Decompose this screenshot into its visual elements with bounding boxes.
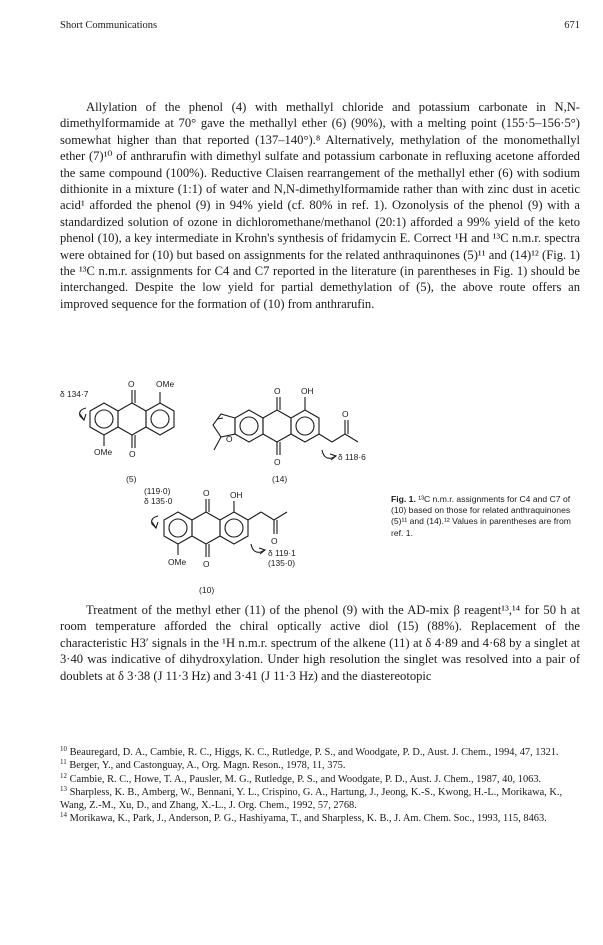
p1-line: Alternatively, methylation of the monomethallyl ether (7)¹⁰ of anthrarufin with (60, 132, 580, 164)
substituent-label: OH (301, 386, 314, 396)
reference-item: $^{10}$ Beauregard, D. A., Cambie, R. C., Higgs, K. C., Rutledge, P. S., and Woodgate, P. D., Aust. J. Chem., 1994, 47, 1321. (60, 745, 559, 758)
p2-line: diol (15) (88%). Replacement of the characteristic H3′ signals in the ¹H n.m.r. (60, 619, 580, 650)
p1-line: of ozone in dichloromethane/methanol (20:1) afforded a 99% yield of the keto (172, 214, 580, 229)
caption-text: ¹³C n.m.r. assignments for C4 and C7 of (10) based on those for related anthraquinones (5)¹¹ and (14).¹² Values in parentheses are from ref. 1. (391, 494, 571, 538)
reference-item: $^{12}$ Cambie, R. C., Howe, T. A., Pausler, M. G., Rutledge, P. S., and Woodgate, P. D., Aust. J. Chem., 1987, 40, 1063. (60, 771, 542, 785)
p1-line: the related anthraquinones (5)¹¹ and (14)¹² (Fig. 1) the ¹³C n.m.r. assignments (60, 247, 580, 279)
substituent-label: OH (230, 490, 243, 500)
p1-line: ¹H and ¹³C n.m.r. spectra were obtained for (10) but based on assignments for (60, 231, 580, 262)
p2-line: Treatment of the methyl ether (11) of the phenol (9) with the AD-mix β (86, 603, 460, 617)
p1-line: rather than with zinc dust in acetic acid¹ afforded the phenol (9) in 94% yield (60, 182, 580, 213)
substituent-label: O (226, 434, 233, 444)
p2-line: spectrum of the alkene (11) at δ 4·89 and 4·68 by a singlet at 3·40 was indicative (60, 635, 581, 667)
page-number: 671 (564, 20, 580, 31)
paragraph-dihydroxylation (60, 602, 580, 684)
shift-label: (119·0) (144, 486, 171, 496)
structure-5 (80, 390, 174, 448)
p1-line: interchanged. Despite the low yield for partial demethylation of (5), the above (60, 280, 493, 295)
substituent-label: OMe (94, 447, 113, 457)
journal-section: Short Communications (60, 20, 158, 31)
shift-label: (135·0) (268, 558, 295, 568)
substituent-label: O (203, 488, 210, 498)
substituent-label: O (203, 559, 210, 569)
figure-1 (60, 370, 580, 600)
structure-14 (213, 397, 358, 460)
reference-item: $^{11}$ Berger, Y., and Castonguay, A., Org. Magn. Reson., 1978, 11, 375. (60, 758, 346, 772)
compound-label: (5) (126, 474, 137, 484)
reference-item: $^{13}$ Sharpless, K. B., Amberg, W., Bennani, Y. L., Crispino, G. A., Hartung, J., Jeong, K.-S., Kwong, H.-L., Morikawa, K., Wang, Z.-M., Xu, D., and Zhang, X.-L., J. Org. Chem., 1992, 57, 2768. (60, 784, 563, 812)
shift-label: δ 134·7 (60, 389, 89, 399)
substituent-label: O (271, 536, 278, 546)
p2-line: reagent¹³,¹⁴ for 50 h at room temperature afforded the chiral optically active (60, 603, 580, 634)
substituent-label: O (129, 449, 136, 459)
p2-line: of doublets at δ 3·38 (J 11·3 Hz) and 3·41 (J 11·3 Hz) and the diastereotopic (60, 652, 581, 683)
p1-line: compound (100%). Reductive Claisen rearrangement of the methallyl ether (6) (109, 165, 513, 180)
substituent-label: O (274, 386, 281, 396)
p1-line: with sodium dithionite in a mixture (1:1) of water and N,N-dimethylformamide (60, 165, 581, 197)
p2-line: of dihydroxylation. Under high resolution the singlet was resolved into a pair (164, 652, 566, 667)
structure-10 (152, 499, 287, 557)
compound-label: (10) (199, 585, 215, 595)
footnote-references (60, 746, 580, 826)
compound-label: (14) (272, 474, 288, 484)
p1-line: Allylation of the phenol (4) with methallyl chloride and potassium carbonate (86, 100, 528, 114)
substituent-label: O (128, 379, 135, 389)
paragraph-allylation (60, 99, 580, 312)
substituent-label: OMe (168, 557, 187, 567)
p1-line: for C4 and C7 reported in the literature (in parentheses in Fig. 1) should be (196, 264, 580, 279)
running-header (60, 20, 580, 34)
p1-line: melting point (155·5–156·5°) somewhat higher than that reported (137–140°).⁸ (60, 116, 580, 147)
substituent-label: O (274, 457, 281, 467)
p1-line: phenol (10), a key intermediate in Krohn's synthesis of fridamycin E. Correct (60, 231, 452, 246)
reference-item: $^{14}$ Morikawa, K., Park, J., Anderson, P. G., Hashiyama, T., and Sharpless, K. B., J. Am. Chem. Soc., 1993, 115, 8463. (60, 811, 547, 825)
p1-line: dimethyl sulfate and potassium carbonate in refluxing acetone afforded the same (60, 149, 580, 180)
p1-line: (cf. 80% in ref. 1). Ozonolysis of the phenol (9) with a standardized solution (60, 198, 580, 229)
shift-label: δ 135·0 (144, 496, 173, 506)
p1-line: route offers an improved sequence for the formation of (10) from anthrarufin. (60, 280, 581, 311)
figure-caption (391, 494, 581, 539)
shift-label: δ 118·6 (338, 452, 366, 462)
p1-line: in N,N-dimethylformamide at 70° gave the methallyl ether (6) (90%), with a (60, 100, 581, 131)
shift-label: δ 119·1 (268, 548, 296, 558)
substituent-label: OMe (156, 379, 175, 389)
caption-label: Fig. 1. (391, 494, 416, 504)
structure-diagrams (60, 370, 580, 600)
substituent-label: O (342, 409, 349, 419)
